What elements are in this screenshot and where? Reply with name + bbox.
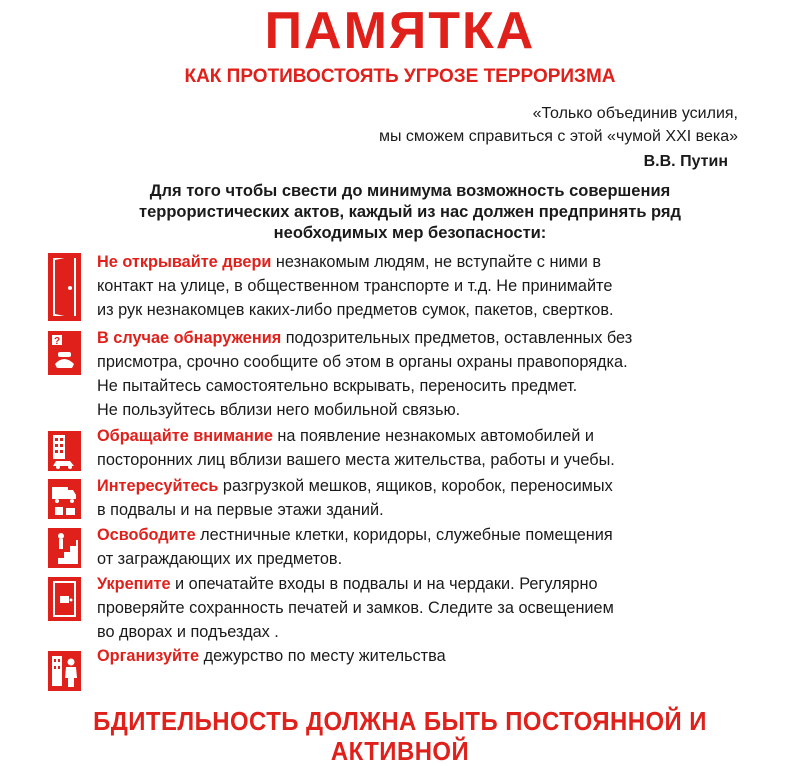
intro-line-1: Для того чтобы свести до минимума возможность совершения bbox=[149, 182, 671, 200]
footer-slogan: БДИТЕЛЬНОСТЬ ДОЛЖНА БЫТЬ ПОСТОЯННОЙ И АКТИВНОЙ bbox=[93, 706, 707, 766]
page-title: ПАМЯТКА bbox=[264, 2, 536, 60]
rule-text: лестничные клетки, коридоры, служебные помещения bbox=[195, 526, 613, 544]
rule-heading: Не открывайте двери bbox=[97, 253, 272, 271]
svg-text:?: ? bbox=[53, 336, 61, 347]
rule-line: в подвалы и на первые этажи зданий. bbox=[97, 501, 384, 519]
building-car-icon bbox=[47, 430, 82, 472]
rule-line: от заграждающих их предметов. bbox=[97, 550, 343, 568]
quote-author: В.В. Путин bbox=[643, 153, 728, 170]
rule-text: и опечатайте входы в подвалы и на чердаки. Регулярно bbox=[170, 575, 598, 593]
rule-text: подозрительных предметов, оставленных без bbox=[281, 329, 633, 347]
rule-heading: Организуйте bbox=[97, 647, 200, 665]
rule-line: контакт на улице, в общественном транспорте и т.д. Не принимайте bbox=[97, 277, 613, 295]
rule-line: во дворах и подъездах . bbox=[97, 623, 279, 641]
rule-text: разгрузкой мешков, ящиков, коробок, переносимых bbox=[218, 477, 613, 495]
truck-icon bbox=[47, 478, 82, 520]
rule-heading: Интересуйтесь bbox=[97, 477, 219, 495]
rule-heading: В случае обнаружения bbox=[97, 329, 282, 347]
sealed-door-icon bbox=[47, 576, 82, 622]
door-icon bbox=[47, 252, 82, 322]
phone-alert-icon bbox=[47, 330, 82, 376]
quote-line-1: «Только объединив усилия, bbox=[532, 105, 738, 122]
rule-text: дежурство по месту жительства bbox=[199, 647, 446, 665]
quote-block bbox=[379, 102, 738, 148]
rule-text: на появление незнакомых автомобилей и bbox=[272, 427, 594, 445]
rule-line: Не пользуйтесь вблизи него мобильной связью. bbox=[97, 401, 461, 419]
rule-line: из рук незнакомцев каких-либо предметов сумок, пакетов, свертков. bbox=[97, 301, 614, 319]
rule-heading: Освободите bbox=[97, 526, 196, 544]
guard-icon bbox=[47, 650, 82, 692]
intro-text bbox=[100, 181, 720, 244]
stairs-icon bbox=[47, 527, 82, 569]
rule-line: посторонних лиц вблизи вашего места жительства, работы и учебы. bbox=[97, 451, 615, 469]
rule-heading: Обращайте внимание bbox=[97, 427, 273, 445]
rule-line: проверяйте сохранность печатей и замков. Следите за освещением bbox=[97, 599, 614, 617]
rule-line: присмотра, срочно сообщите об этом в органы охраны правопорядка. bbox=[97, 353, 628, 371]
rule-line: Не пытайтесь самостоятельно вскрывать, переносить предмет. bbox=[97, 377, 578, 395]
intro-line-3: необходимых мер безопасности: bbox=[273, 224, 547, 242]
rule-heading: Укрепите bbox=[97, 575, 171, 593]
page-subtitle: КАК ПРОТИВОСТОЯТЬ УГРОЗЕ ТЕРРОРИЗМА bbox=[184, 66, 616, 87]
quote-line-2: мы сможем справиться с этой «чумой XXI века» bbox=[378, 128, 738, 145]
rule-text: незнакомым людям, не вступайте с ними в bbox=[271, 253, 601, 271]
intro-line-2: террористических актов, каждый из нас должен предпринять ряд bbox=[138, 203, 682, 221]
